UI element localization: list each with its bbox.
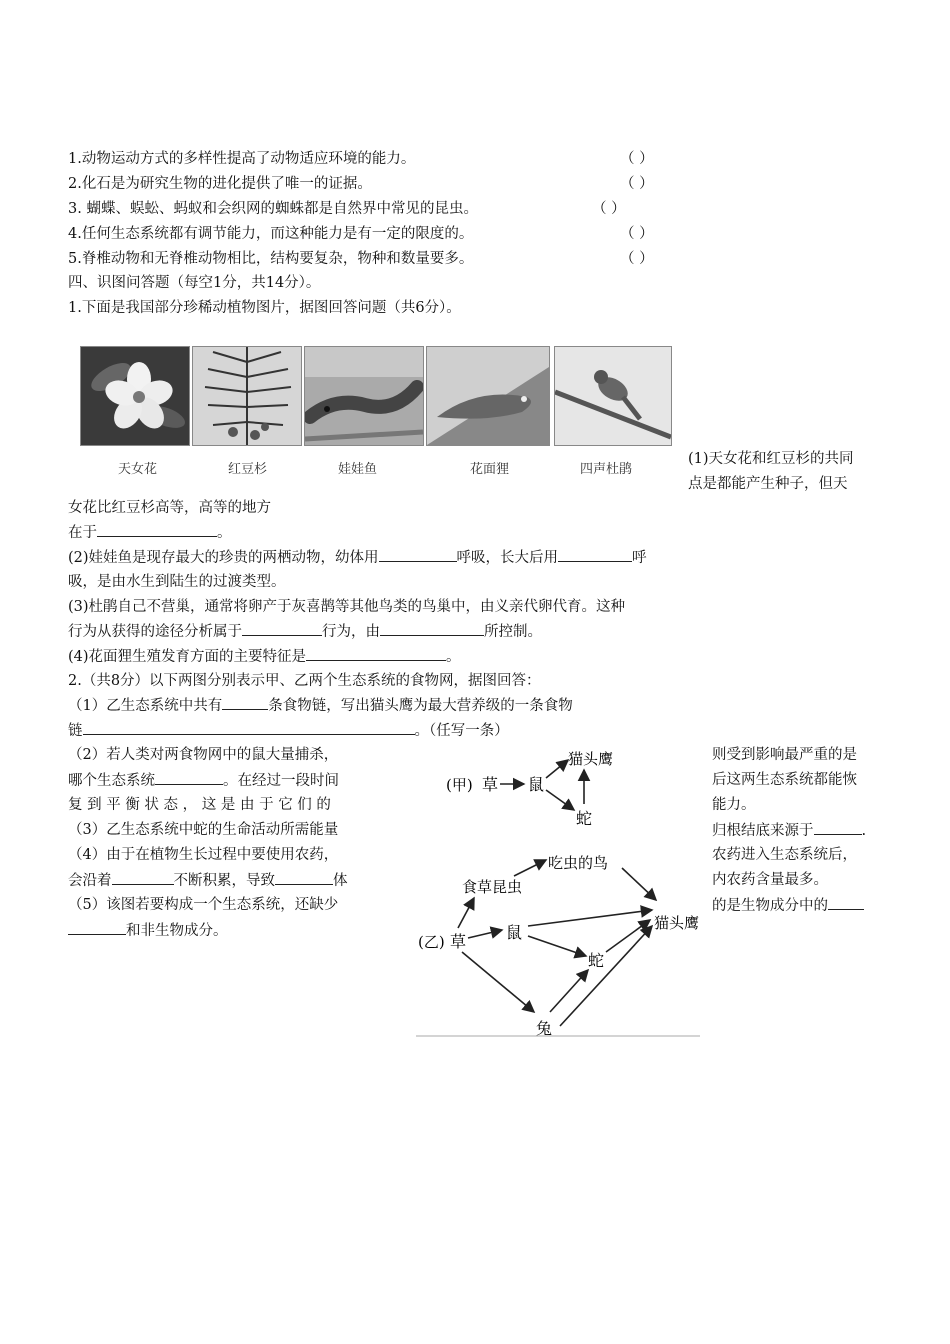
judge-answer-1[interactable]: （ ） <box>620 151 654 167</box>
q1-part2-line1: (2)娃娃鱼是现存最大的珍贵的两栖动物，幼体用 呼吸，长大后用 呼 <box>68 547 647 568</box>
q2-right-line4: 归根结底来源于 . <box>712 820 866 841</box>
photo-sishengdujuan <box>554 346 672 446</box>
question-2-intro: 2.（共8分）以下两图分别表示甲、乙两个生态系统的食物网，据图回答： <box>68 673 541 689</box>
node-yi-rabbit: 兔 <box>536 1019 553 1038</box>
q2-right-line6: 内农药含量最多。 <box>712 872 828 888</box>
node-yi-mouse: 鼠 <box>506 923 523 942</box>
q2-right-line7: 的是生物成分中的 <box>712 895 864 916</box>
q1-part3-line2: 行为从获得的途径分析属于 行为，由 所控制。 <box>68 621 542 642</box>
label-yi: (乙) <box>418 933 445 951</box>
photo-wawayu <box>304 346 424 446</box>
q1-part4: (4)花面狸生殖发育方面的主要特征是 。 <box>68 646 461 667</box>
node-jia-snake: 蛇 <box>576 809 593 828</box>
node-jia-owl: 猫头鹰 <box>568 750 614 768</box>
q2-part3: （3）乙生态系统中蛇的生命活动所需能量 <box>68 822 339 838</box>
judge-answer-3[interactable]: （ ） <box>592 201 626 217</box>
node-jia-grass: 草 <box>482 775 499 794</box>
judge-answer-2[interactable]: （ ） <box>620 176 654 192</box>
q1-part1-line3: 女花比红豆杉高等，高等的地方 <box>68 500 271 516</box>
node-jia-mouse: 鼠 <box>528 775 545 794</box>
q1-part1-line1: (1)天女花和红豆杉的共同 <box>688 451 854 467</box>
photo-huamianli <box>426 346 550 446</box>
q2-part1-line1: （1）乙生态系统中共有 条食物链，写出猫头鹰为最大营养级的一条食物 <box>68 695 573 716</box>
caption-hongdoushan: 红豆杉 <box>228 462 268 477</box>
judge-item-5: 5.脊椎动物和无脊椎动物相比，结构要复杂，物种和数量要多。 <box>68 251 474 267</box>
blank-q2-2[interactable] <box>155 770 223 785</box>
caption-tiannvhua: 天女花 <box>118 462 158 477</box>
node-yi-insect: 食草昆虫 <box>462 878 523 896</box>
label-jia: (甲) <box>446 776 473 794</box>
blank-q2-4a[interactable] <box>112 870 174 885</box>
q2-part1-line2: 链 。（任写一条） <box>68 720 509 741</box>
judge-answer-5[interactable]: （ ） <box>620 251 654 267</box>
node-yi-owl: 猫头鹰 <box>654 914 700 932</box>
blank-q2-3[interactable] <box>814 820 862 835</box>
blank-q2-5[interactable] <box>68 920 126 935</box>
photo-hongdoushan <box>192 346 302 446</box>
blank-q2-5b[interactable] <box>828 895 864 910</box>
judge-item-2: 2.化石是为研究生物的进化提供了唯一的证据。 <box>68 176 372 192</box>
judge-item-1: 1.动物运动方式的多样性提高了动物适应环境的能力。 <box>68 151 416 167</box>
q1-part1-line4: 在于 。 <box>68 522 232 543</box>
q2-part5-line2: 和非生物成分。 <box>68 920 228 941</box>
q2-part2-line3: 复 到 平 衡 状 态 ， 这 是 由 于 它 们 的 <box>68 797 331 813</box>
q2-part4-line2: 会沿着 不断积累，导致 体 <box>68 870 348 891</box>
q2-right-line3: 能力。 <box>712 797 756 813</box>
q2-right-line1: 则受到影响最严重的是 <box>712 747 857 763</box>
photo-tiannvhua <box>80 346 190 446</box>
q1-part2-line2: 吸，是由水生到陆生的过渡类型。 <box>68 574 286 590</box>
q1-part3-line1: (3)杜鹃自己不营巢，通常将卵产于灰喜鹊等其他鸟类的鸟巢中，由义亲代卵代育。这种 <box>68 599 626 615</box>
blank-q2-1a[interactable] <box>222 695 268 710</box>
caption-wawayu: 娃娃鱼 <box>338 462 378 477</box>
blank-q2-4b[interactable] <box>275 870 333 885</box>
food-web-diagram <box>410 742 710 1042</box>
blank-q1-4[interactable] <box>306 646 446 661</box>
question-1-intro: 1.下面是我国部分珍稀动植物图片，据图回答问题（共6分）。 <box>68 300 461 316</box>
blank-q1-3b[interactable] <box>380 621 484 636</box>
node-yi-bird: 吃虫的鸟 <box>548 854 609 872</box>
q2-part4-line1: （4）由于在植物生长过程中要使用农药， <box>68 847 339 863</box>
q2-part2-line2: 哪个生态系统 。在经过一段时间 <box>68 770 339 791</box>
judge-item-4: 4.任何生态系统都有调节能力，而这种能力是有一定的限度的。 <box>68 226 474 242</box>
judge-answer-4[interactable]: （ ） <box>620 226 654 242</box>
q1-part1-line2: 点是都能产生种子，但天 <box>688 476 848 492</box>
blank-q1-1[interactable] <box>97 522 217 537</box>
node-yi-snake: 蛇 <box>588 951 605 970</box>
blank-q1-3a[interactable] <box>242 621 322 636</box>
blank-q1-2a[interactable] <box>379 547 457 562</box>
q2-right-line2: 后这两生态系统都能恢 <box>712 772 857 788</box>
node-yi-grass: 草 <box>450 932 467 951</box>
blank-q1-2b[interactable] <box>558 547 632 562</box>
q2-right-line5: 农药进入生态系统后， <box>712 847 857 863</box>
blank-q2-1b[interactable] <box>83 720 415 735</box>
judge-item-3: 3. 蝴蝶、蜈蚣、蚂蚁和会织网的蜘蛛都是自然界中常见的昆虫。 <box>68 201 478 217</box>
caption-huamianli: 花面狸 <box>470 462 510 477</box>
q2-part2-line1: （2）若人类对两食物网中的鼠大量捕杀， <box>68 747 339 763</box>
q2-part5-line1: （5）该图若要构成一个生态系统，还缺少 <box>68 897 339 913</box>
section-heading: 四、识图问答题（每空1分，共14分）。 <box>68 275 321 291</box>
caption-sishengdujuan: 四声杜鹃 <box>580 462 633 477</box>
